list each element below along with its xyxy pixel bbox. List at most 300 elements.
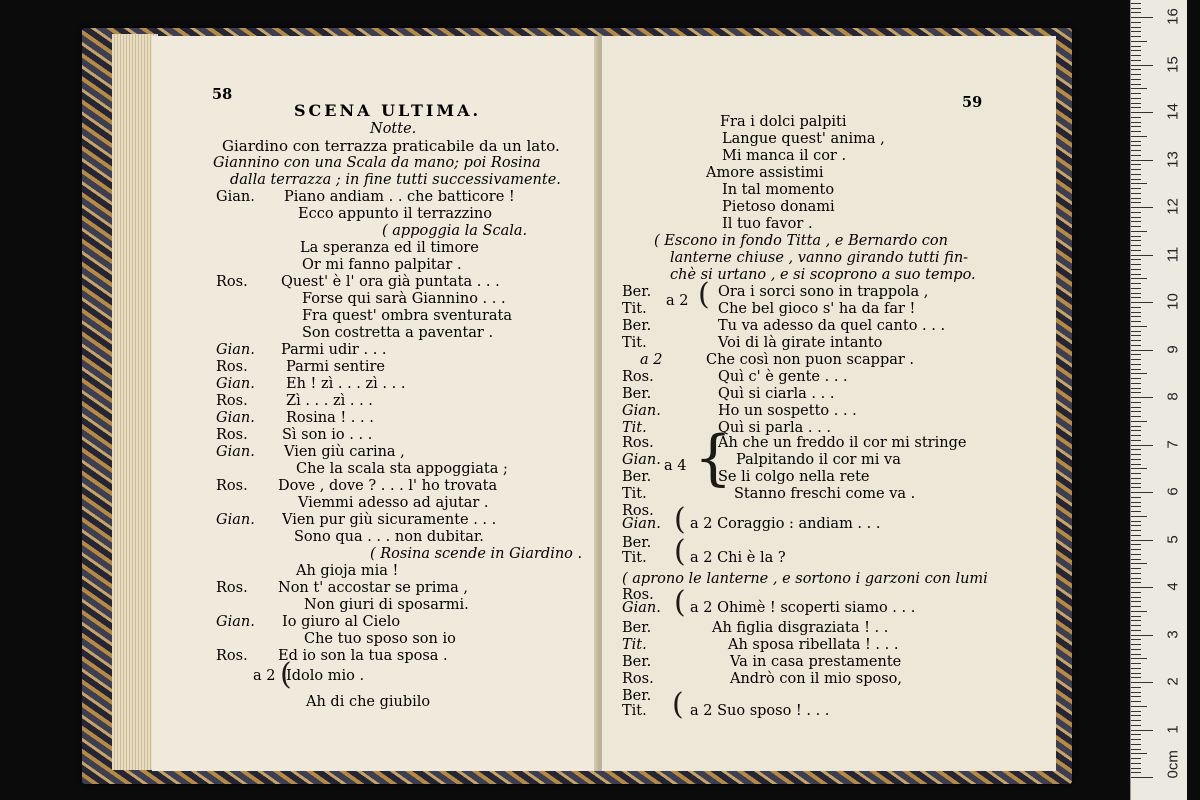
- ruler-number: 13: [1164, 150, 1182, 168]
- ruler-tick: [1131, 155, 1141, 156]
- ruler-tick: [1131, 36, 1141, 37]
- ruler-tick: [1131, 307, 1141, 308]
- ruler-tick: [1131, 297, 1141, 298]
- ruler-tick: [1131, 397, 1153, 398]
- ruler-tick: [1131, 530, 1141, 531]
- ruler-tick: [1131, 312, 1141, 313]
- dialogue-line: Vien giù carina ,: [284, 444, 405, 460]
- measurement-ruler: [1130, 0, 1187, 800]
- ruler-tick: [1131, 445, 1153, 446]
- speaker-label: Gian.: [216, 410, 255, 426]
- bracket-symbol: (: [674, 585, 686, 620]
- ruler-tick: [1131, 416, 1141, 417]
- ruler-tick: [1131, 468, 1147, 469]
- ruler-tick: [1131, 93, 1141, 94]
- dialogue-line: Viemmi adesso ad ajutar .: [298, 495, 489, 511]
- ruler-tick: [1131, 502, 1141, 503]
- ruler-tick: [1131, 587, 1153, 588]
- ruler-number: 15: [1164, 55, 1182, 73]
- ruler-tick: [1131, 449, 1141, 450]
- ruler-tick: [1131, 739, 1141, 740]
- speaker-label: Ros.: [622, 671, 654, 687]
- ruler-number: 2: [1164, 677, 1182, 686]
- ruler-tick: [1131, 630, 1141, 631]
- ruler-tick: [1131, 50, 1141, 51]
- dialogue-line: Non t' accostar se prima ,: [278, 580, 468, 596]
- ruler-tick: [1131, 131, 1141, 132]
- ruler-number: 5: [1164, 534, 1182, 544]
- ruler-tick: [1131, 283, 1141, 284]
- verse-line: Il tuo favor .: [722, 216, 813, 232]
- ruler-tick: [1131, 392, 1141, 393]
- ruler-tick: [1131, 373, 1147, 374]
- speaker-label: Ros.: [216, 427, 248, 443]
- ruler-tick: [1131, 692, 1141, 693]
- ruler-tick: [1131, 597, 1141, 598]
- ruler-tick: [1131, 544, 1141, 545]
- ruler-tick: [1131, 350, 1153, 351]
- ruler-number: 10: [1164, 293, 1182, 310]
- ruler-tick: [1131, 145, 1141, 146]
- dialogue-line: Tu va adesso da quel canto . . .: [718, 318, 946, 334]
- ruler-tick: [1131, 749, 1141, 750]
- stage-direction-line: Giannino con una Scala da mano; poi Rosina: [213, 155, 541, 171]
- ruler-tick: [1131, 169, 1141, 170]
- ruler-tick: [1131, 17, 1153, 18]
- ruler-tick: [1131, 616, 1141, 617]
- ruler-tick: [1131, 677, 1141, 678]
- ruler-tick: [1131, 179, 1141, 180]
- ruler-tick: [1131, 592, 1141, 593]
- dialogue-line: Or mi fanno palpitar .: [302, 257, 462, 273]
- speaker-label: Tit.: [622, 486, 647, 502]
- ruler-tick: [1131, 407, 1141, 408]
- dialogue-line: Forse qui sarà Giannino . . .: [302, 291, 506, 307]
- ruler-tick: [1131, 421, 1147, 422]
- ruler-tick: [1131, 378, 1141, 379]
- ruler-tick: [1131, 331, 1141, 332]
- dialogue-line: Ecco appunto il terrazzino: [298, 206, 493, 222]
- dialogue-line: Quì si ciarla . . .: [718, 386, 835, 402]
- ruler-number: 0cm: [1164, 750, 1182, 779]
- speaker-label: Gian.: [622, 516, 661, 532]
- ruler-tick: [1131, 753, 1147, 754]
- ruler-tick: [1131, 506, 1141, 507]
- ruler-tick: [1131, 221, 1141, 222]
- ruler-number: 3: [1164, 629, 1182, 639]
- ruler-tick: [1131, 69, 1141, 70]
- stage-direction-line: ( Escono in fondo Titta , e Bernardo con: [654, 233, 948, 249]
- dialogue-line: ( aprono le lanterne , e sortono i garzoni con lumi: [622, 571, 988, 587]
- speaker-label: Ros.: [622, 503, 654, 519]
- ruler-tick: [1131, 174, 1141, 175]
- ruler-tick: [1131, 46, 1141, 47]
- dialogue-line: Quì si parla . . .: [718, 420, 831, 436]
- dialogue-line: a 2 Coraggio : andiam . . .: [690, 516, 881, 532]
- ruler-number: 16: [1164, 8, 1182, 25]
- ruler-number: 6: [1164, 487, 1182, 496]
- dialogue-line: a 2 Chi è la ?: [690, 550, 786, 566]
- ruler-number: 4: [1164, 582, 1182, 591]
- ruler-tick: [1131, 212, 1141, 213]
- page-number-left: 58: [212, 86, 233, 103]
- ruler-tick: [1131, 231, 1147, 232]
- ruler-tick: [1131, 644, 1141, 645]
- dialogue-line: ( Rosina scende in Giardino .: [370, 546, 583, 562]
- ruler-tick: [1131, 136, 1147, 137]
- ruler-tick: [1131, 27, 1141, 28]
- ruler-number: 14: [1164, 103, 1182, 120]
- ruler-tick: [1131, 107, 1141, 108]
- ruler-tick: [1131, 354, 1141, 355]
- speaker-label: Ros.: [622, 587, 654, 603]
- ruler-tick: [1131, 454, 1141, 455]
- ruler-tick: [1131, 578, 1141, 579]
- speaker-label: Tit.: [622, 637, 647, 653]
- ruler-tick: [1131, 198, 1141, 199]
- ruler-number: 11: [1164, 246, 1182, 262]
- dialogue-line: Ah gioja mia !: [296, 563, 399, 579]
- ruler-number: 12: [1164, 198, 1182, 215]
- speaker-label: Ber.: [622, 386, 652, 402]
- ruler-tick: [1131, 41, 1147, 42]
- ruler-tick: [1131, 758, 1141, 759]
- verse-line: Langue quest' anima ,: [722, 131, 885, 147]
- ruler-tick: [1131, 245, 1141, 246]
- ruler-tick: [1131, 316, 1141, 317]
- speaker-label: Ber.: [622, 620, 652, 636]
- dialogue-line: Son costretta a paventar .: [302, 325, 494, 341]
- ruler-tick: [1131, 293, 1141, 294]
- speaker-label: a 2: [640, 352, 663, 368]
- ruler-tick: [1131, 440, 1141, 441]
- dialogue-line: ( appoggia la Scala.: [382, 223, 528, 239]
- dialogue-line: Vien pur giù sicuramente . . .: [282, 512, 497, 528]
- ruler-tick: [1131, 364, 1141, 365]
- ruler-tick: [1131, 568, 1141, 569]
- dialogue-line: Ed io son la tua sposa .: [278, 648, 448, 664]
- ruler-tick: [1131, 725, 1141, 726]
- ruler-tick: [1131, 274, 1141, 275]
- speaker-label: Gian.: [216, 444, 255, 460]
- ruler-tick: [1131, 430, 1141, 431]
- ruler-tick: [1131, 84, 1141, 85]
- ruler-tick: [1131, 606, 1141, 607]
- ruler-tick: [1131, 525, 1141, 526]
- dialogue-line: Ora i sorci sono in trappola ,: [718, 284, 929, 300]
- dialogue-line: Palpitando il cor mi va: [736, 452, 901, 468]
- dialogue-line: Zì . . . zì . . .: [286, 393, 373, 409]
- speaker-label: Tit.: [622, 335, 647, 351]
- ruler-tick: [1131, 711, 1141, 712]
- ruler-tick: [1131, 12, 1141, 13]
- ruler-tick: [1131, 255, 1153, 256]
- bracket-symbol: (: [698, 277, 710, 312]
- ruler-tick: [1131, 649, 1141, 650]
- speaker-label: Ber.: [622, 318, 652, 334]
- ruler-tick: [1131, 772, 1141, 773]
- bracket-symbol: (: [280, 657, 292, 692]
- ruler-tick: [1131, 435, 1141, 436]
- ruler-tick: [1131, 730, 1153, 731]
- speaker-label: Gian.: [216, 376, 255, 392]
- scene-title: SCENA ULTIMA.: [294, 101, 482, 120]
- dialogue-line: Andrò con il mio sposo,: [730, 671, 903, 687]
- ruler-tick: [1131, 240, 1141, 241]
- ruler-tick: [1131, 264, 1141, 265]
- ruler-tick: [1131, 549, 1141, 550]
- ruler-tick: [1131, 359, 1141, 360]
- verse-line: Fra i dolci palpiti: [720, 114, 847, 130]
- ruler-tick: [1131, 103, 1141, 104]
- ruler-tick: [1131, 768, 1141, 769]
- ruler-tick: [1131, 302, 1153, 303]
- bracket-symbol: {: [694, 423, 733, 493]
- ruler-tick: [1131, 668, 1141, 669]
- dialogue-line: Stanno freschi come va .: [734, 486, 916, 502]
- speaker-label: Ber.: [622, 284, 652, 300]
- verse-line: Amore assistimi: [706, 165, 824, 181]
- ruler-number: 7: [1164, 439, 1182, 449]
- ensemble-label: a 2: [666, 293, 689, 309]
- ruler-tick: [1131, 388, 1141, 389]
- ruler-tick: [1131, 625, 1141, 626]
- dialogue-line: Se li colgo nella rete: [718, 469, 870, 485]
- ruler-tick: [1131, 226, 1141, 227]
- bracket-symbol: (: [674, 534, 686, 569]
- dialogue-line: Che tuo sposo son io: [304, 631, 456, 647]
- speaker-label: Ros.: [216, 478, 248, 494]
- ruler-tick: [1131, 288, 1141, 289]
- dialogue-line: Ah sposa ribellata ! . . .: [728, 637, 899, 653]
- dialogue-line: Parmi udir . . .: [281, 342, 387, 358]
- ruler-tick: [1131, 478, 1141, 479]
- ruler-tick: [1131, 202, 1141, 203]
- ruler-tick: [1131, 663, 1141, 664]
- verse-line: Mi manca il cor .: [722, 148, 847, 164]
- ruler-tick: [1131, 193, 1141, 194]
- ruler-tick: [1131, 734, 1141, 735]
- ruler-number: 8: [1164, 392, 1182, 401]
- dialogue-line: Voi di là girate intanto: [718, 335, 883, 351]
- ruler-tick: [1131, 269, 1141, 270]
- ruler-tick: [1131, 696, 1141, 697]
- ruler-tick: [1131, 701, 1141, 702]
- ruler-tick: [1131, 321, 1141, 322]
- dialogue-line: Dove , dove ? . . . l' ho trovata: [278, 478, 498, 494]
- speaker-label: Gian.: [216, 342, 255, 358]
- ruler-tick: [1131, 777, 1153, 778]
- ruler-tick: [1131, 79, 1141, 80]
- dialogue-line: Quest' è l' ora già puntata . . .: [281, 274, 500, 290]
- ruler-tick: [1131, 112, 1153, 113]
- ruler-tick: [1131, 492, 1153, 493]
- dialogue-line: Ho un sospetto . . .: [718, 403, 857, 419]
- speaker-label: a 2: [253, 668, 276, 684]
- ruler-tick: [1131, 573, 1141, 574]
- dialogue-line: Ah di che giubilo: [306, 694, 431, 710]
- speaker-label: Ros.: [216, 393, 248, 409]
- ruler-tick: [1131, 511, 1141, 512]
- dialogue-line: a 2 Suo sposo ! . . .: [690, 703, 830, 719]
- ruler-tick: [1131, 582, 1141, 583]
- speaker-label: Ber.: [622, 469, 652, 485]
- ruler-tick: [1131, 335, 1141, 336]
- scene-subtitle: Notte.: [370, 121, 417, 137]
- dialogue-line: Fra quest' ombra sventurata: [302, 308, 513, 324]
- ruler-tick: [1131, 535, 1141, 536]
- dialogue-line: Va in casa prestamente: [730, 654, 902, 670]
- dialogue-line: Parmi sentire: [286, 359, 386, 375]
- speaker-label: Tit.: [622, 301, 647, 317]
- speaker-label: Ber.: [622, 654, 652, 670]
- ensemble-label: a 4: [664, 458, 687, 474]
- ruler-tick: [1131, 259, 1141, 260]
- ruler-tick: [1131, 250, 1141, 251]
- stage-direction-line: Giardino con terrazza praticabile da un lato.: [222, 137, 560, 155]
- ruler-tick: [1131, 217, 1141, 218]
- ruler-tick: [1131, 8, 1141, 9]
- ruler-tick: [1131, 207, 1153, 208]
- ruler-tick: [1131, 763, 1141, 764]
- dialogue-line: a 2 Ohimè ! scoperti siamo . . .: [690, 600, 916, 616]
- dialogue-line: Piano andiam . . che batticore !: [284, 189, 515, 205]
- speaker-label: Ber.: [622, 688, 652, 704]
- ruler-tick: [1131, 620, 1141, 621]
- ruler-tick: [1131, 611, 1147, 612]
- ruler-tick: [1131, 673, 1141, 674]
- ruler-tick: [1131, 715, 1141, 716]
- verse-line: Pietoso donami: [722, 199, 835, 215]
- bracket-symbol: (: [672, 687, 684, 722]
- ruler-tick: [1131, 682, 1153, 683]
- stage-direction-line: chè si urtano , e si scoprono a suo tempo.: [670, 267, 976, 283]
- speaker-label: Gian.: [216, 189, 255, 205]
- ruler-tick: [1131, 635, 1153, 636]
- ruler-tick: [1131, 658, 1147, 659]
- speaker-label: Ros.: [216, 648, 248, 664]
- dialogue-line: Eh ! zì . . . zì . . .: [286, 376, 406, 392]
- ruler-tick: [1131, 65, 1153, 66]
- ruler-tick: [1131, 188, 1141, 189]
- ruler-tick: [1131, 706, 1147, 707]
- ruler-tick: [1131, 497, 1141, 498]
- ruler-tick: [1131, 426, 1141, 427]
- stage-direction-line: lanterne chiuse , vanno girando tutti fin-: [670, 250, 969, 266]
- ruler-tick: [1131, 516, 1147, 517]
- ruler-tick: [1131, 402, 1141, 403]
- dialogue-line: Che bel gioco s' ha da far !: [718, 301, 916, 317]
- ruler-tick: [1131, 340, 1141, 341]
- ruler-tick: [1131, 473, 1141, 474]
- ruler-tick: [1131, 22, 1141, 23]
- speaker-label: Gian.: [622, 452, 661, 468]
- ruler-tick: [1131, 122, 1141, 123]
- ruler-tick: [1131, 540, 1153, 541]
- verse-line: In tal momento: [722, 182, 835, 198]
- page-number-right: 59: [962, 94, 983, 111]
- ruler-tick: [1131, 369, 1141, 370]
- speaker-label: Gian.: [622, 403, 661, 419]
- ruler-tick: [1131, 563, 1147, 564]
- ruler-tick: [1131, 31, 1141, 32]
- ruler-tick: [1131, 601, 1141, 602]
- ruler-tick: [1131, 554, 1141, 555]
- ruler-tick: [1131, 744, 1141, 745]
- ruler-tick: [1131, 654, 1141, 655]
- ruler-tick: [1131, 345, 1141, 346]
- ruler-tick: [1131, 687, 1141, 688]
- dialogue-line: Ah figlia disgraziata ! . .: [712, 620, 889, 636]
- ruler-tick: [1131, 487, 1141, 488]
- speaker-label: Tit.: [622, 550, 647, 566]
- ruler-tick: [1131, 639, 1141, 640]
- dialogue-line: Ah che un freddo il cor mi stringe: [718, 435, 967, 451]
- ruler-tick: [1131, 383, 1141, 384]
- ruler-tick: [1131, 521, 1141, 522]
- ruler-number: 1: [1164, 724, 1182, 734]
- ruler-tick: [1131, 164, 1141, 165]
- ruler-tick: [1131, 126, 1141, 127]
- speaker-label: Gian.: [216, 512, 255, 528]
- dialogue-line: Sono qua . . . non dubitar.: [294, 529, 484, 545]
- speaker-label: Ros.: [622, 435, 654, 451]
- ruler-tick: [1131, 236, 1141, 237]
- dialogue-line: Che la scala sta appoggiata ;: [296, 461, 508, 477]
- bracket-symbol: (: [674, 502, 686, 537]
- ruler-tick: [1131, 183, 1147, 184]
- ruler-tick: [1131, 411, 1141, 412]
- speaker-label: Tit.: [622, 703, 647, 719]
- dialogue-line: Non giuri di sposarmi.: [304, 597, 469, 613]
- speaker-label: Ros.: [216, 274, 248, 290]
- dialogue-line: Che così non puon scappar .: [706, 352, 915, 368]
- ruler-tick: [1131, 88, 1147, 89]
- ruler-number: 9: [1164, 344, 1182, 354]
- ruler-tick: [1131, 98, 1141, 99]
- speaker-label: Tit.: [622, 420, 647, 436]
- ruler-tick: [1131, 117, 1141, 118]
- speaker-label: Gian.: [622, 600, 661, 616]
- ruler-tick: [1131, 74, 1141, 75]
- dialogue-line: Quì c' è gente . . .: [718, 369, 848, 385]
- ruler-tick: [1131, 326, 1147, 327]
- dialogue-line: La speranza ed il timore: [300, 240, 479, 256]
- speaker-label: Ros.: [216, 580, 248, 596]
- dialogue-line: Rosina ! . . .: [286, 410, 374, 426]
- speaker-label: Gian.: [216, 614, 255, 630]
- ruler-tick: [1131, 3, 1141, 4]
- ruler-tick: [1131, 55, 1141, 56]
- ruler-tick: [1131, 160, 1153, 161]
- dialogue-line: Sì son io . . .: [282, 427, 373, 443]
- ruler-tick: [1131, 150, 1141, 151]
- ruler-tick: [1131, 464, 1141, 465]
- ruler-tick: [1131, 459, 1141, 460]
- speaker-label: Ros.: [622, 369, 654, 385]
- dialogue-line: Idolo mio .: [286, 668, 365, 684]
- ruler-tick: [1131, 559, 1141, 560]
- stage-direction-line: dalla terrazza ; in fine tutti successivamente.: [230, 172, 561, 188]
- dialogue-line: Io giuro al Cielo: [282, 614, 401, 630]
- ruler-tick: [1131, 278, 1147, 279]
- ruler-tick: [1131, 60, 1141, 61]
- ruler-tick: [1131, 483, 1141, 484]
- speaker-label: Ros.: [216, 359, 248, 375]
- ruler-tick: [1131, 141, 1141, 142]
- ruler-tick: [1131, 720, 1141, 721]
- speaker-label: Ber.: [622, 535, 652, 551]
